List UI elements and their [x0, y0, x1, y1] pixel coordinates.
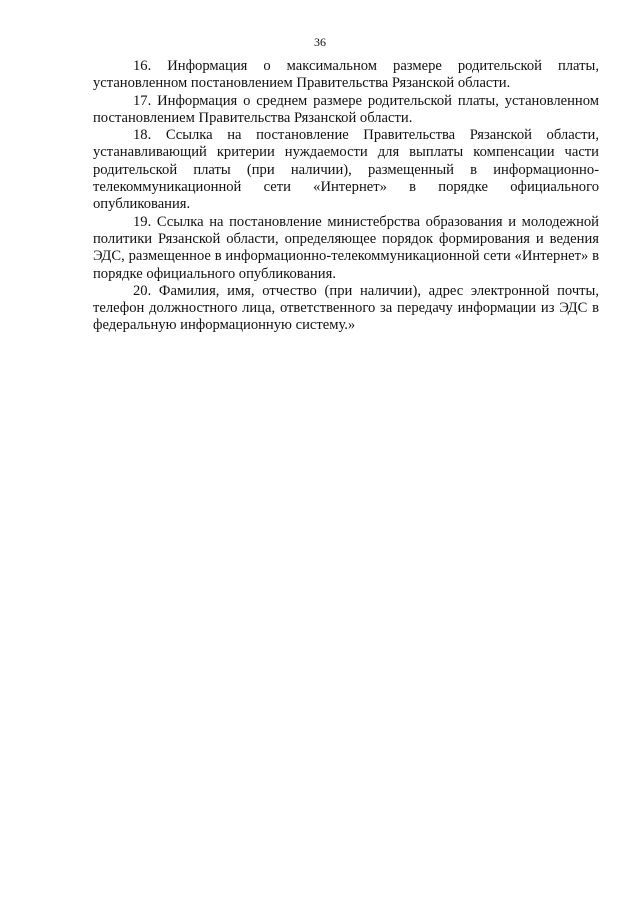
paragraph-item-18: 18. Ссылка на постановление Правительства Рязанской области, устанавливающий критерии нуждаемости для выплаты компенсации части родительской платы (при наличии), размещенный в информационно-телекоммуникационной сети «Интернет» в порядке официального опубликования. — [93, 127, 599, 213]
page-number: 36 — [314, 35, 326, 49]
paragraph-item-17: 17. Информация о среднем размере родительской платы, установленном постановлением Правительства Рязанской области. — [93, 92, 599, 126]
document-body — [93, 58, 599, 335]
paragraph-item-19: 19. Ссылка на постановление министебрства образования и молодежной политики Рязанской области, определяющее порядок формирования и ведения ЭДС, размещенное в информационно-телекоммуникационной сети «Интернет» в порядке официального опубликования. — [93, 213, 599, 282]
paragraph-item-20: 20. Фамилия, имя, отчество (при наличии), адрес электронной почты, телефон должностного лица, ответственного за передачу информации из ЭДС в федеральную информационную систему.» — [93, 282, 599, 334]
paragraph-item-16: 16. Информация о максимальном размере родительской платы, установленном постановлением Правительства Рязанской области. — [93, 58, 599, 92]
